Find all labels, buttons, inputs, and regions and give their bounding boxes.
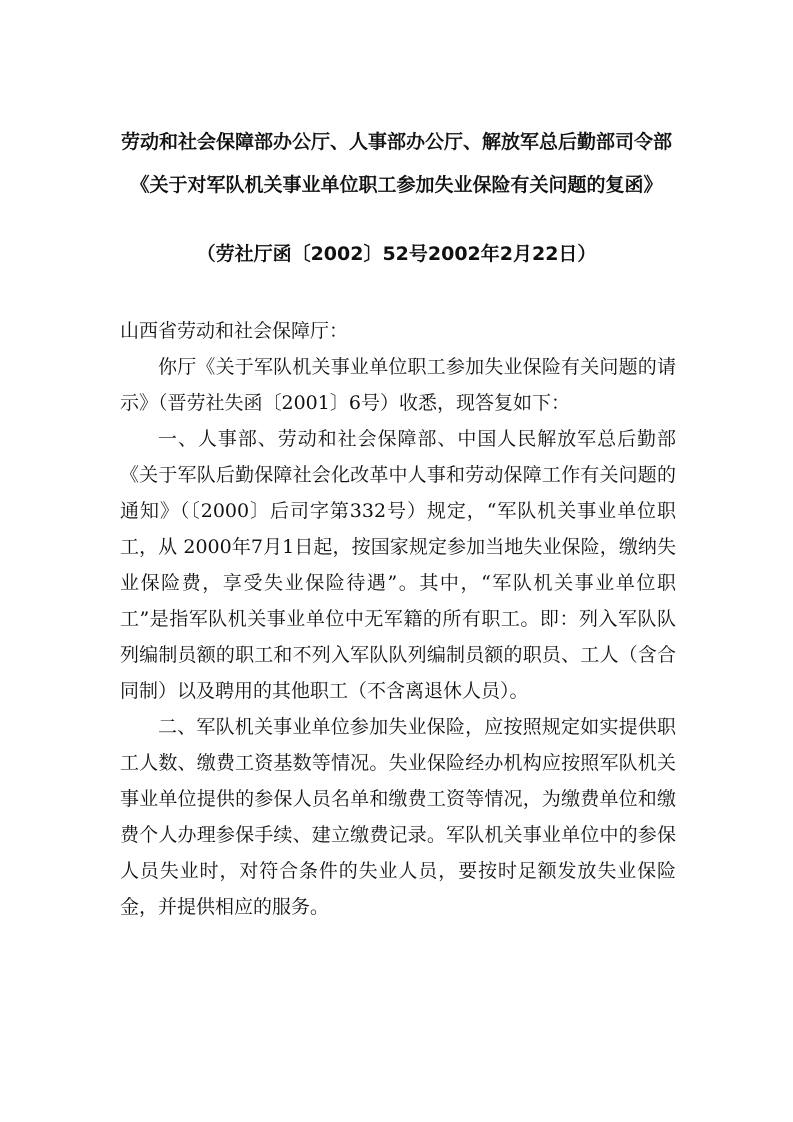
paragraph-item-1: 一、人事部、劳动和社会保障部、中国人民解放军总后勤部《关于军队后勤保障社会化改革中人事和劳动保障工作有关问题的通知》（〔2000〕后司字第332号）规定，“军队机关事业单位职工，从 2000年7月1日起，按国家规定参加当地失业保险，缴纳失业保险费，享受失业保险待遇”。其中，“军队机关事业单位职工”是指军队机关事业单位中无军籍的所有职工。即：列入军队队列编制员额的职工和不列入军队队列编制员额的职员、工人（含合同制）以及聘用的其他职工（不含离退休人员）。 [120, 428, 676, 702]
title-document-name: 《关于对军队机关事业单位职工参加失业保险有关问题的复函》 [130, 174, 663, 196]
title-issuers: 劳动和社会保障部办公厅、人事部办公厅、解放军总后勤部司令部 [120, 131, 672, 153]
paragraph-item-2: 二、军队机关事业单位参加失业保险，应按照规定如实提供职工人数、缴费工资基数等情况。失业保险经办机构应按照军队机关事业单位提供的参保人员名单和缴费工资等情况，为缴费单位和缴费个人办理参保手续、建立缴费记录。军队机关事业单位中的参保人员失业时，对符合条件的失业人员，要按时足额发放失业保险金，并提供相应的服务。 [120, 716, 676, 918]
document-number: （劳社厅函〔2002〕52号2002年2月22日） [196, 243, 597, 265]
document-body [120, 313, 676, 925]
paragraph-intro: 你厅《关于军队机关事业单位职工参加失业保险有关问题的请示》（晋劳社失函〔2001〕6号）收悉，现答复如下： [120, 356, 676, 414]
addressee: 山西省劳动和社会保障厅： [120, 320, 349, 342]
